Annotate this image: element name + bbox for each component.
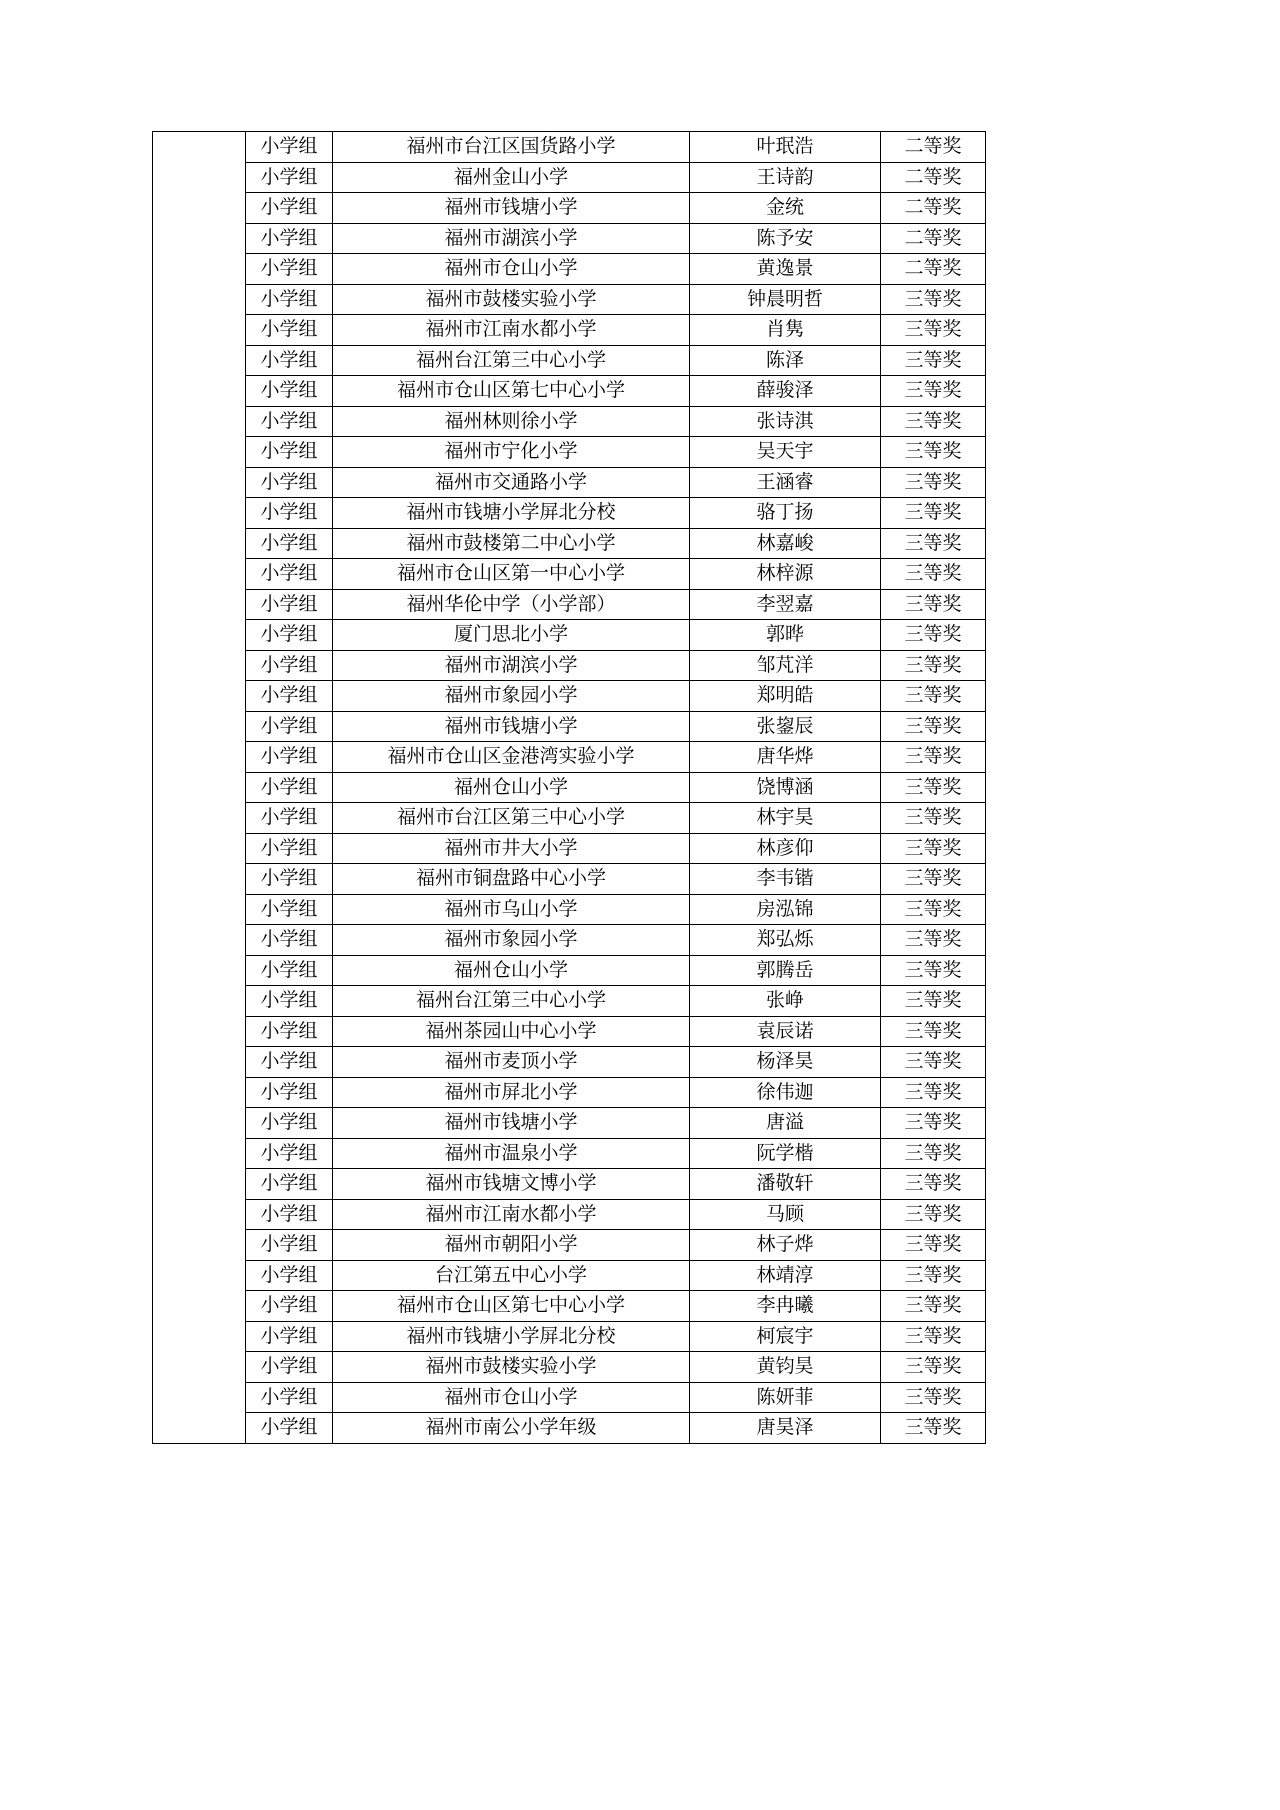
award-cell: 三等奖 [881,864,986,895]
table-row [153,1291,986,1322]
award-cell: 三等奖 [881,1169,986,1200]
student-name-cell: 钟晨明哲 [690,284,881,315]
table-row [153,376,986,407]
table-row [153,650,986,681]
student-name-cell: 王涵睿 [690,467,881,498]
student-name-cell: 杨泽昊 [690,1047,881,1078]
table-row [153,223,986,254]
group-cell: 小学组 [246,162,333,193]
table-row [153,1230,986,1261]
student-name-cell: 房泓锦 [690,894,881,925]
table-row [153,1321,986,1352]
award-cell: 三等奖 [881,406,986,437]
school-cell: 台江第五中心小学 [333,1260,690,1291]
group-cell: 小学组 [246,498,333,529]
group-cell: 小学组 [246,193,333,224]
student-name-cell: 林梓源 [690,559,881,590]
award-cell: 三等奖 [881,559,986,590]
student-name-cell: 李翌嘉 [690,589,881,620]
student-name-cell: 吴天宇 [690,437,881,468]
school-cell: 福州华伦中学（小学部） [333,589,690,620]
student-name-cell: 唐溢 [690,1108,881,1139]
award-cell: 三等奖 [881,528,986,559]
award-cell: 三等奖 [881,345,986,376]
table-row [153,803,986,834]
student-name-cell: 柯宸宇 [690,1321,881,1352]
group-cell: 小学组 [246,1260,333,1291]
table-row [153,528,986,559]
school-cell: 福州林则徐小学 [333,406,690,437]
school-cell: 福州市钱塘文博小学 [333,1169,690,1200]
table-row [153,620,986,651]
student-name-cell: 肖隽 [690,315,881,346]
school-cell: 福州市江南水都小学 [333,1199,690,1230]
school-cell: 福州市屏北小学 [333,1077,690,1108]
award-cell: 三等奖 [881,620,986,651]
school-cell: 福州市乌山小学 [333,894,690,925]
school-cell: 厦门思北小学 [333,620,690,651]
student-name-cell: 黄钧昊 [690,1352,881,1383]
student-name-cell: 陈予安 [690,223,881,254]
award-cell: 三等奖 [881,589,986,620]
group-cell: 小学组 [246,467,333,498]
student-name-cell: 马顾 [690,1199,881,1230]
award-cell: 二等奖 [881,223,986,254]
student-name-cell: 陈泽 [690,345,881,376]
award-cell: 三等奖 [881,1413,986,1444]
table-row [153,559,986,590]
table-row [153,925,986,956]
table-row [153,986,986,1017]
award-cell: 三等奖 [881,955,986,986]
table-row [153,498,986,529]
school-cell: 福州市象园小学 [333,681,690,712]
group-cell: 小学组 [246,1382,333,1413]
table-row [153,467,986,498]
table-row [153,1108,986,1139]
school-cell: 福州仓山小学 [333,772,690,803]
award-cell: 三等奖 [881,925,986,956]
table-row [153,437,986,468]
table-row [153,1047,986,1078]
group-cell: 小学组 [246,284,333,315]
school-cell: 福州台江第三中心小学 [333,986,690,1017]
school-cell: 福州市江南水都小学 [333,315,690,346]
student-name-cell: 邹芃洋 [690,650,881,681]
school-cell: 福州市仓山小学 [333,254,690,285]
group-cell: 小学组 [246,254,333,285]
award-cell: 二等奖 [881,162,986,193]
student-name-cell: 饶博涵 [690,772,881,803]
award-cell: 二等奖 [881,193,986,224]
table-row [153,1169,986,1200]
school-cell: 福州市交通路小学 [333,467,690,498]
group-cell: 小学组 [246,711,333,742]
award-cell: 三等奖 [881,284,986,315]
group-cell: 小学组 [246,1352,333,1383]
table-row [153,1199,986,1230]
award-cell: 三等奖 [881,1260,986,1291]
award-cell: 三等奖 [881,833,986,864]
table-row [153,1382,986,1413]
group-cell: 小学组 [246,925,333,956]
student-name-cell: 林彦仰 [690,833,881,864]
table-row [153,711,986,742]
award-cell: 三等奖 [881,1352,986,1383]
student-name-cell: 李韦锴 [690,864,881,895]
group-cell: 小学组 [246,1169,333,1200]
school-cell: 福州台江第三中心小学 [333,345,690,376]
student-name-cell: 李冉曦 [690,1291,881,1322]
student-name-cell: 王诗韵 [690,162,881,193]
student-name-cell: 黄逸景 [690,254,881,285]
group-cell: 小学组 [246,345,333,376]
student-name-cell: 薛骏泽 [690,376,881,407]
student-name-cell: 唐华烨 [690,742,881,773]
group-cell: 小学组 [246,1413,333,1444]
group-cell: 小学组 [246,1199,333,1230]
school-cell: 福州茶园山中心小学 [333,1016,690,1047]
award-cell: 三等奖 [881,1016,986,1047]
group-cell: 小学组 [246,1047,333,1078]
award-cell: 三等奖 [881,437,986,468]
award-cell: 三等奖 [881,803,986,834]
student-name-cell: 叶珉浩 [690,132,881,163]
school-cell: 福州市井大小学 [333,833,690,864]
group-cell: 小学组 [246,1138,333,1169]
group-cell: 小学组 [246,132,333,163]
award-cell: 三等奖 [881,376,986,407]
group-cell: 小学组 [246,437,333,468]
award-cell: 三等奖 [881,1077,986,1108]
school-cell: 福州市钱塘小学 [333,711,690,742]
student-name-cell: 骆丁扬 [690,498,881,529]
student-name-cell: 林嘉峻 [690,528,881,559]
group-cell: 小学组 [246,528,333,559]
school-cell: 福州市麦顶小学 [333,1047,690,1078]
award-cell: 三等奖 [881,1382,986,1413]
student-name-cell: 袁辰诺 [690,1016,881,1047]
student-name-cell: 林宇昊 [690,803,881,834]
group-cell: 小学组 [246,986,333,1017]
school-cell: 福州市铜盘路中心小学 [333,864,690,895]
award-cell: 三等奖 [881,1108,986,1139]
school-cell: 福州市钱塘小学 [333,193,690,224]
student-name-cell: 潘敬轩 [690,1169,881,1200]
award-cell: 三等奖 [881,1230,986,1261]
award-table [152,131,986,1444]
award-cell: 三等奖 [881,742,986,773]
table-row [153,284,986,315]
award-cell: 三等奖 [881,467,986,498]
group-cell: 小学组 [246,681,333,712]
school-cell: 福州仓山小学 [333,955,690,986]
student-name-cell: 郭晔 [690,620,881,651]
group-cell: 小学组 [246,772,333,803]
award-table-body [153,132,986,1444]
table-row [153,1260,986,1291]
table-row [153,742,986,773]
school-cell: 福州市钱塘小学屏北分校 [333,498,690,529]
group-cell: 小学组 [246,620,333,651]
school-cell: 福州市钱塘小学屏北分校 [333,1321,690,1352]
school-cell: 福州市象园小学 [333,925,690,956]
group-cell: 小学组 [246,955,333,986]
school-cell: 福州市宁化小学 [333,437,690,468]
award-cell: 三等奖 [881,1321,986,1352]
group-cell: 小学组 [246,315,333,346]
table-row [153,1077,986,1108]
group-cell: 小学组 [246,864,333,895]
school-cell: 福州市仓山小学 [333,1382,690,1413]
award-cell: 三等奖 [881,894,986,925]
award-cell: 三等奖 [881,1138,986,1169]
group-cell: 小学组 [246,1291,333,1322]
table-row [153,772,986,803]
group-cell: 小学组 [246,589,333,620]
table-row [153,1138,986,1169]
student-name-cell: 郑明皓 [690,681,881,712]
table-row [153,132,986,163]
school-cell: 福州市湖滨小学 [333,223,690,254]
school-cell: 福州市仓山区第一中心小学 [333,559,690,590]
student-name-cell: 张鋆辰 [690,711,881,742]
school-cell: 福州市湖滨小学 [333,650,690,681]
student-name-cell: 金统 [690,193,881,224]
school-cell: 福州市鼓楼实验小学 [333,284,690,315]
group-cell: 小学组 [246,1230,333,1261]
table-row [153,1413,986,1444]
school-cell: 福州市仓山区第七中心小学 [333,376,690,407]
group-cell: 小学组 [246,1321,333,1352]
table-row [153,955,986,986]
school-cell: 福州市温泉小学 [333,1138,690,1169]
table-row [153,162,986,193]
school-cell: 福州市南公小学年级 [333,1413,690,1444]
group-cell: 小学组 [246,376,333,407]
table-row [153,894,986,925]
table-row [153,406,986,437]
school-cell: 福州市鼓楼实验小学 [333,1352,690,1383]
award-cell: 三等奖 [881,1291,986,1322]
award-cell: 二等奖 [881,132,986,163]
school-cell: 福州市鼓楼第二中心小学 [333,528,690,559]
group-cell: 小学组 [246,559,333,590]
group-cell: 小学组 [246,406,333,437]
group-cell: 小学组 [246,894,333,925]
award-table-container [152,131,960,1444]
table-row [153,193,986,224]
award-cell: 三等奖 [881,1199,986,1230]
student-name-cell: 唐昊泽 [690,1413,881,1444]
award-cell: 三等奖 [881,1047,986,1078]
school-cell: 福州市台江区国货路小学 [333,132,690,163]
award-cell: 三等奖 [881,711,986,742]
group-cell: 小学组 [246,1016,333,1047]
table-row [153,1352,986,1383]
group-cell: 小学组 [246,742,333,773]
student-name-cell: 郑弘烁 [690,925,881,956]
table-row [153,254,986,285]
award-cell: 三等奖 [881,498,986,529]
group-cell: 小学组 [246,1077,333,1108]
award-cell: 三等奖 [881,315,986,346]
school-cell: 福州金山小学 [333,162,690,193]
student-name-cell: 阮学楷 [690,1138,881,1169]
table-row [153,1016,986,1047]
table-row [153,681,986,712]
group-cell: 小学组 [246,803,333,834]
student-name-cell: 张诗淇 [690,406,881,437]
school-cell: 福州市仓山区第七中心小学 [333,1291,690,1322]
student-name-cell: 徐伟迦 [690,1077,881,1108]
table-row [153,589,986,620]
category-cell [153,132,246,1444]
award-cell: 三等奖 [881,772,986,803]
group-cell: 小学组 [246,650,333,681]
school-cell: 福州市台江区第三中心小学 [333,803,690,834]
student-name-cell: 林子烨 [690,1230,881,1261]
student-name-cell: 张峥 [690,986,881,1017]
school-cell: 福州市朝阳小学 [333,1230,690,1261]
award-cell: 三等奖 [881,650,986,681]
school-cell: 福州市仓山区金港湾实验小学 [333,742,690,773]
table-row [153,833,986,864]
table-row [153,864,986,895]
group-cell: 小学组 [246,1108,333,1139]
school-cell: 福州市钱塘小学 [333,1108,690,1139]
student-name-cell: 陈妍菲 [690,1382,881,1413]
award-cell: 二等奖 [881,254,986,285]
award-cell: 三等奖 [881,986,986,1017]
group-cell: 小学组 [246,223,333,254]
table-row [153,345,986,376]
student-name-cell: 林靖淳 [690,1260,881,1291]
student-name-cell: 郭腾岳 [690,955,881,986]
group-cell: 小学组 [246,833,333,864]
award-cell: 三等奖 [881,681,986,712]
table-row [153,315,986,346]
